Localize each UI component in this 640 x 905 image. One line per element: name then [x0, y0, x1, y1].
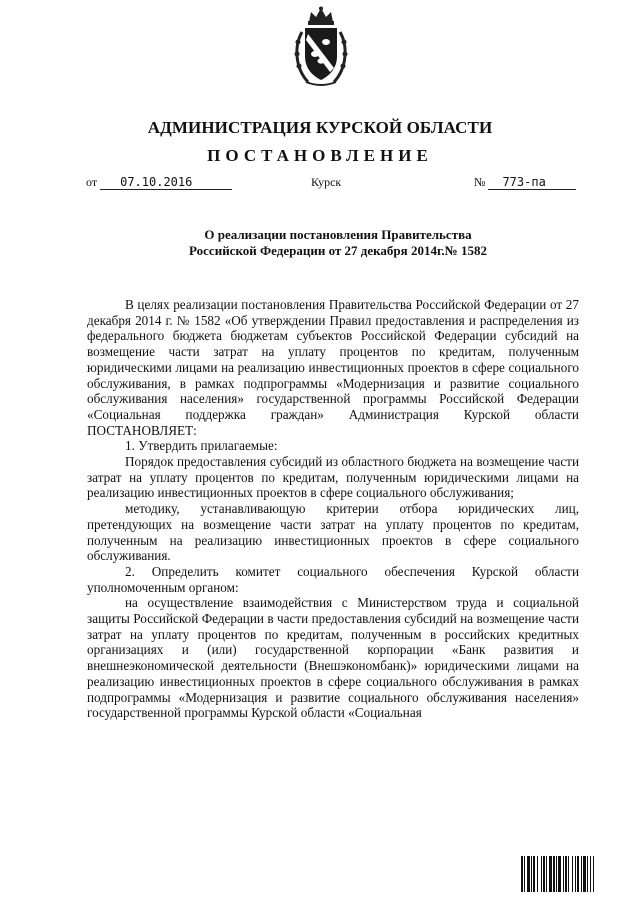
barcode-icon	[521, 856, 621, 892]
barcode-bar	[577, 856, 579, 892]
barcode-bar	[527, 856, 530, 892]
body-paragraph: на осуществление взаимодействия с Министерством труда и социальной защиты Российской Федерации в части предоставления субсидий на возмещение части затрат на уплату процентов по кредитам, полученным в российских кредитных организациях и (или) государственной корпорации «Банк развития и внешнеэкономической деятельности (Внешэкономбанк)» юридическими лицами на реализацию инвестиционных проектов в сфере социального обслуживания в рамках подпрограммы «Модернизация и развитие социального обслуживания населения» государственной программы Курской области «Социальная	[87, 595, 579, 721]
barcode-bar	[541, 856, 542, 892]
barcode-bar	[587, 856, 588, 892]
barcode-bar	[537, 856, 538, 892]
barcode-bar	[549, 856, 552, 892]
body-paragraph: 1. Утвердить прилагаемые:	[125, 438, 278, 454]
barcode-bar	[553, 856, 555, 892]
barcode-bar	[558, 856, 561, 892]
barcode-bar	[531, 856, 532, 892]
document-number	[474, 175, 576, 190]
barcode-bar	[521, 856, 523, 892]
document-subject	[0, 227, 640, 259]
barcode-bar	[524, 856, 525, 892]
barcode-bar	[546, 856, 547, 892]
coat-of-arms-icon	[292, 6, 350, 88]
barcode-bar	[593, 856, 594, 892]
subject-line-2: Российской Федерации от 27 декабря 2014г.№ 1582	[189, 243, 487, 258]
barcode-bar	[563, 856, 564, 892]
barcode-bar	[543, 856, 545, 892]
barcode-bar	[565, 856, 567, 892]
barcode-bar	[590, 856, 591, 892]
barcode-bar	[533, 856, 535, 892]
number-prefix: №	[474, 175, 486, 189]
barcode-bar	[583, 856, 586, 892]
document-type: ПОСТАНОВЛЕНИЕ	[207, 146, 433, 165]
number-value: 773-па	[502, 175, 546, 189]
organization-name: АДМИНИСТРАЦИЯ КУРСКОЙ ОБЛАСТИ	[147, 118, 493, 137]
barcode-bar	[556, 856, 557, 892]
barcode-bar	[575, 856, 576, 892]
body-paragraph: методику, устанавливающую критерии отбора юридических лиц, претендующих на возмещение части затрат на уплату процентов по кредитам, полученным на реализацию инвестиционных проектов в сфере социального обслуживания.	[87, 501, 579, 564]
barcode-bar	[568, 856, 569, 892]
barcode-bar	[572, 856, 573, 892]
body-paragraph: В целях реализации постановления Правительства Российской Федерации от 27 декабря 2014 г. № 1582 «Об утверждении Правил предоставления и распределения из федерального бюджета бюджетам субъектов Российской Федерации субсидий на возмещение части затрат на уплату процентов по кредитам, полученным юридическими лицами на реализацию инвестиционных проектов в сфере социального обслуживания, в рамках подпрограммы «Модернизация и развитие социального обслуживания населения» государственной программы Российской Федерации «Социальная поддержка граждан» Администрация Курской области ПОСТАНОВЛЯЕТ:	[87, 297, 579, 438]
barcode-bar	[581, 856, 582, 892]
subject-line-1: О реализации постановления Правительства	[204, 227, 472, 242]
document-date	[86, 175, 232, 190]
document-body	[87, 297, 579, 721]
date-prefix: от	[86, 175, 98, 189]
body-paragraph: Порядок предоставления субсидий из областного бюджета на возмещение части затрат на уплату процентов по кредитам, полученным юридическими лицами на реализацию инвестиционных проектов в сфере социального обслуживания;	[87, 454, 579, 501]
body-paragraph: 2. Определить комитет социального обеспечения Курской области уполномоченным органом:	[87, 563, 579, 595]
document-city: Курск	[311, 175, 342, 189]
date-value: 07.10.2016	[120, 175, 193, 189]
